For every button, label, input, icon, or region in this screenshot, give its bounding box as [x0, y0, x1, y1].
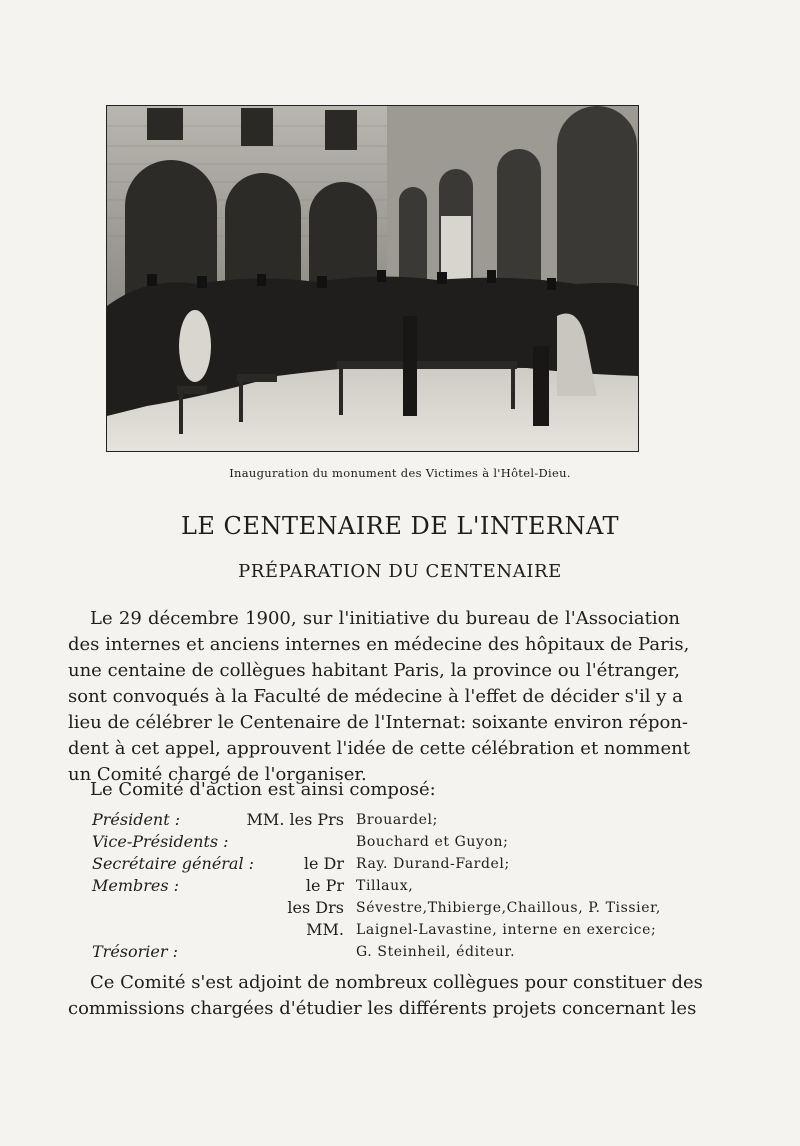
role-vice-presidents: Vice-Présidents :: [92, 832, 229, 851]
president-prefix: MM. les Prs: [246, 810, 344, 829]
paragraph-line: dent à cet appel, approuvent l'idée de cette célébration et nomment: [68, 738, 690, 759]
paragraph-line: des internes et anciens internes en médecine des hôpitaux de Paris,: [68, 634, 690, 655]
role-treasurer: Trésorier :: [92, 942, 178, 961]
role-secretary: Secrétaire général :: [92, 854, 255, 873]
closing-line: Ce Comité s'est adjoint de nombreux collègues pour constituer des: [90, 972, 703, 993]
section-subtitle: PRÉPARATION DU CENTENAIRE: [238, 561, 562, 582]
president-names: Brouardel;: [356, 812, 438, 828]
closing-line: commissions chargées d'étudier les différents projets concernant les: [68, 998, 697, 1019]
committee-intro: Le Comité d'action est ainsi composé:: [90, 779, 436, 800]
members-names-1: Tillaux,: [356, 878, 414, 894]
role-president: Président :: [92, 810, 181, 829]
inauguration-photo: [106, 105, 639, 452]
paragraph-line: Le 29 décembre 1900, sur l'initiative du bureau de l'Association: [90, 608, 680, 629]
paragraph-line: lieu de célébrer le Centenaire de l'Internat: soixante environ répon-: [68, 712, 688, 733]
members-names-2: Sévestre,Thibierge,Chaillous, P. Tissier,: [356, 900, 661, 916]
paragraph-line: une centaine de collègues habitant Paris, la province ou l'étranger,: [68, 660, 680, 681]
secretary-prefix: le Dr: [303, 854, 344, 873]
members-prefix-2: les Drs: [287, 898, 344, 917]
closing-paragraph: [68, 970, 703, 1022]
paragraph-line: sont convoqués à la Faculté de médecine à l'effet de décider s'il y a: [68, 686, 683, 707]
vice-president-names: Bouchard et Guyon;: [356, 834, 509, 850]
role-members: Membres :: [92, 876, 180, 895]
members-prefix-3: MM.: [306, 920, 344, 939]
photo-caption: Inauguration du monument des Victimes à l'Hôtel-Dieu.: [229, 466, 571, 480]
secretary-names: Ray. Durand-Fardel;: [356, 856, 510, 872]
members-names-3: Laignel-Lavastine, interne en exercice;: [356, 922, 657, 938]
committee-list: [0, 806, 800, 966]
body-paragraph: [68, 606, 690, 788]
section-title: LE CENTENAIRE DE L'INTERNAT: [180, 512, 620, 540]
members-prefix-1: le Pr: [305, 876, 344, 895]
paragraph-line: un Comité chargé de l'organiser.: [68, 764, 367, 785]
treasurer-names: G. Steinheil, éditeur.: [356, 944, 516, 960]
